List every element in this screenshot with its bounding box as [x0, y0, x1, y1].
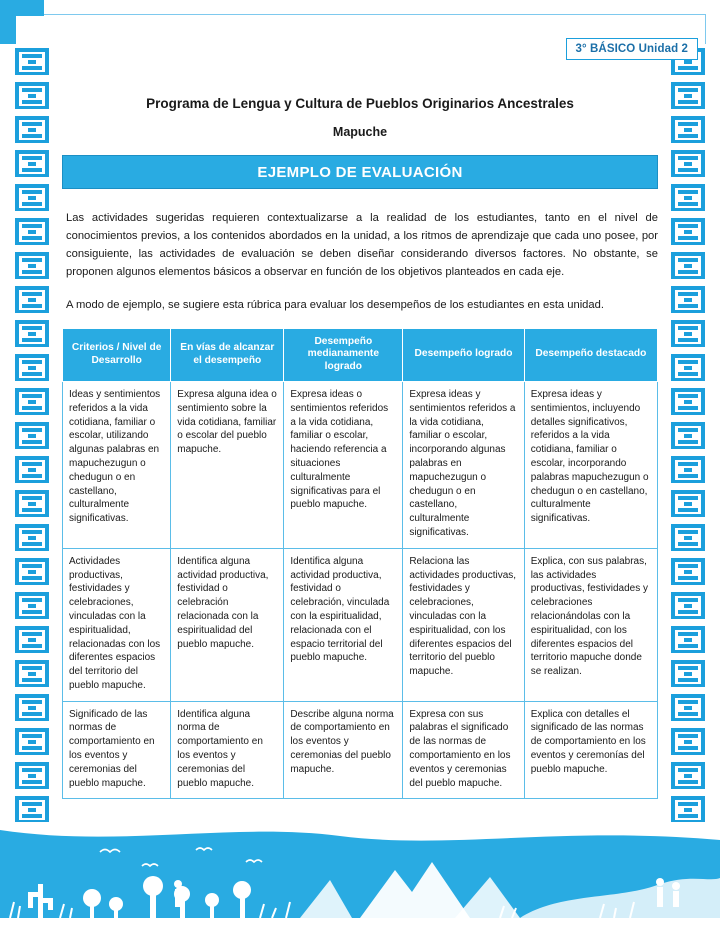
cell-level-3: Relaciona las actividades productivas, festividades y celebraciones, vinculadas con la espiritualidad, con los diferentes espacios del territorio del pueblo mapuche. — [403, 548, 524, 701]
section-banner — [62, 155, 658, 189]
ethnic-motif-icon — [670, 724, 706, 758]
cell-level-4: Expresa ideas y sentimientos, incluyendo detalles significativos, referidos a la vida cotidiana, familiar o escolar, incorporando palabras mapuchezugun o chedugun o en castellano, culturalmente significativas. — [524, 381, 657, 548]
unit-badge: 3° BÁSICO Unidad 2 — [566, 38, 698, 60]
ethnic-border-right — [670, 44, 706, 846]
ethnic-border-left — [14, 44, 50, 846]
ethnic-motif-icon — [670, 554, 706, 588]
cell-level-2: Describe alguna norma de comportamiento en los eventos y ceremonias del pueblo mapuche. — [284, 701, 403, 799]
ethnic-motif-icon — [14, 690, 50, 724]
ethnic-motif-icon — [14, 282, 50, 316]
cell-level-1: Expresa alguna idea o sentimiento sobre la vida cotidiana, familiar o escolar del pueblo mapuche. — [171, 381, 284, 548]
page-title: Programa de Lengua y Cultura de Pueblos Originarios Ancestrales — [146, 96, 574, 111]
ethnic-motif-icon — [14, 724, 50, 758]
cell-level-2: Identifica alguna actividad productiva, festividad o celebración, vinculada con la espiritualidad, relacionada con el espacio territorial del pueblo mapuche. — [284, 548, 403, 701]
cell-level-1: Identifica alguna actividad productiva, festividad o celebración relacionada con la espiritualidad del pueblo mapuche. — [171, 548, 284, 701]
ethnic-motif-icon — [670, 792, 706, 826]
ethnic-motif-icon — [14, 316, 50, 350]
ethnic-motif-icon — [14, 622, 50, 656]
ethnic-motif-icon — [670, 316, 706, 350]
ethnic-motif-icon — [670, 112, 706, 146]
cell-level-4: Explica con detalles el significado de las normas de comportamiento en los eventos y ceremonías del pueblo mapuche. — [524, 701, 657, 799]
ethnic-motif-icon — [670, 146, 706, 180]
table-row — [63, 381, 658, 548]
ethnic-motif-icon — [670, 656, 706, 690]
ethnic-motif-icon — [670, 248, 706, 282]
ethnic-motif-icon — [14, 78, 50, 112]
ethnic-motif-icon — [14, 520, 50, 554]
ethnic-motif-icon — [14, 418, 50, 452]
ethnic-motif-icon — [14, 248, 50, 282]
intro-paragraph-1: Las actividades sugeridas requieren contextualizarse a la realidad de los estudiantes, tanto en el nivel de conocimientos previos, a los contenidos abordados en la unidad, a los ritmos de aprendizaje que cada uno posee, por consiguiente, las actividades de evaluación se deben diseñar considerando diversos factores. No obstante, se proponen algunos elementos básicos a observar en función de los objetivos planteados en cada eje. — [66, 212, 658, 279]
ethnic-motif-icon — [14, 180, 50, 214]
intro-paragraph-2: A modo de ejemplo, se sugiere esta rúbrica para evaluar los desempeños de los estudiantes en esta unidad. — [66, 298, 604, 311]
ethnic-motif-icon — [14, 588, 50, 622]
table-row — [63, 701, 658, 799]
ethnic-motif-icon — [670, 418, 706, 452]
cell-level-2: Expresa ideas o sentimientos referidos a la vida cotidiana, familiar o escolar, haciendo referencia a situaciones culturalmente significativas para el pueblo mapuche. — [284, 381, 403, 548]
ethnic-motif-icon — [670, 282, 706, 316]
ethnic-motif-icon — [14, 350, 50, 384]
cell-level-3: Expresa con sus palabras el significado de las normas de comportamiento en los eventos y ceremonias del pueblo mapuche. — [403, 701, 524, 799]
ethnic-motif-icon — [14, 554, 50, 588]
corner-decoration — [0, 0, 44, 44]
ethnic-motif-icon — [670, 622, 706, 656]
ethnic-motif-icon — [14, 146, 50, 180]
cell-level-4: Explica, con sus palabras, las actividades productivas, festividades y celebraciones relacionándolas con la espiritualidad, con los diferentes espacios del territorio mapuche donde se realizan. — [524, 548, 657, 701]
ethnic-motif-icon — [14, 758, 50, 792]
column-header-level-1: En vías de alcanzar el desempeño — [171, 328, 284, 381]
rubric-table — [62, 328, 658, 800]
ethnic-motif-icon — [670, 486, 706, 520]
ethnic-motif-icon — [670, 520, 706, 554]
ethnic-motif-icon — [670, 452, 706, 486]
ethnic-motif-icon — [14, 452, 50, 486]
ethnic-motif-icon — [670, 180, 706, 214]
table-row — [63, 548, 658, 701]
ethnic-motif-icon — [670, 350, 706, 384]
table-header-row — [63, 328, 658, 381]
ethnic-motif-icon — [670, 78, 706, 112]
ethnic-motif-icon — [14, 44, 50, 78]
document-content — [62, 96, 658, 799]
footer-illustration — [0, 822, 720, 932]
cell-criteria: Ideas y sentimientos referidos a la vida cotidiana, familiar o escolar, utilizando algunas palabras en mapuchezugun o chedugun o en castellano, culturalmente significativas. — [63, 381, 171, 548]
ethnic-motif-icon — [14, 214, 50, 248]
ethnic-motif-icon — [670, 588, 706, 622]
column-header-level-4: Desempeño destacado — [524, 328, 657, 381]
ethnic-motif-icon — [14, 384, 50, 418]
ethnic-motif-icon — [14, 792, 50, 826]
ethnic-motif-icon — [670, 384, 706, 418]
ethnic-motif-icon — [670, 214, 706, 248]
ethnic-motif-icon — [14, 486, 50, 520]
cell-level-1: Identifica alguna norma de comportamiento en los eventos y ceremonias del pueblo mapuche. — [171, 701, 284, 799]
ethnic-motif-icon — [670, 690, 706, 724]
column-header-level-3: Desempeño logrado — [403, 328, 524, 381]
cell-criteria: Actividades productivas, festividades y celebraciones, vinculadas con la espiritualidad, relacionadas con los diferentes espacios del territorio del pueblo mapuche. — [63, 548, 171, 701]
ethnic-motif-icon — [670, 758, 706, 792]
column-header-criteria: Criterios / Nivel de Desarrollo — [63, 328, 171, 381]
section-banner-label: EJEMPLO DE EVALUACIÓN — [257, 163, 463, 181]
cell-level-3: Expresa ideas y sentimientos referidos a la vida cotidiana, familiar o escolar, incorporando algunas palabras en mapuchezugun o chedugun o en castellano, culturalmente significativas. — [403, 381, 524, 548]
cell-criteria: Significado de las normas de comportamiento en los eventos y ceremonias del pueblo mapuche. — [63, 701, 171, 799]
column-header-level-2: Desempeño medianamente logrado — [284, 328, 403, 381]
ethnic-motif-icon — [14, 112, 50, 146]
ethnic-motif-icon — [14, 656, 50, 690]
program-subtitle: Mapuche — [332, 125, 388, 139]
